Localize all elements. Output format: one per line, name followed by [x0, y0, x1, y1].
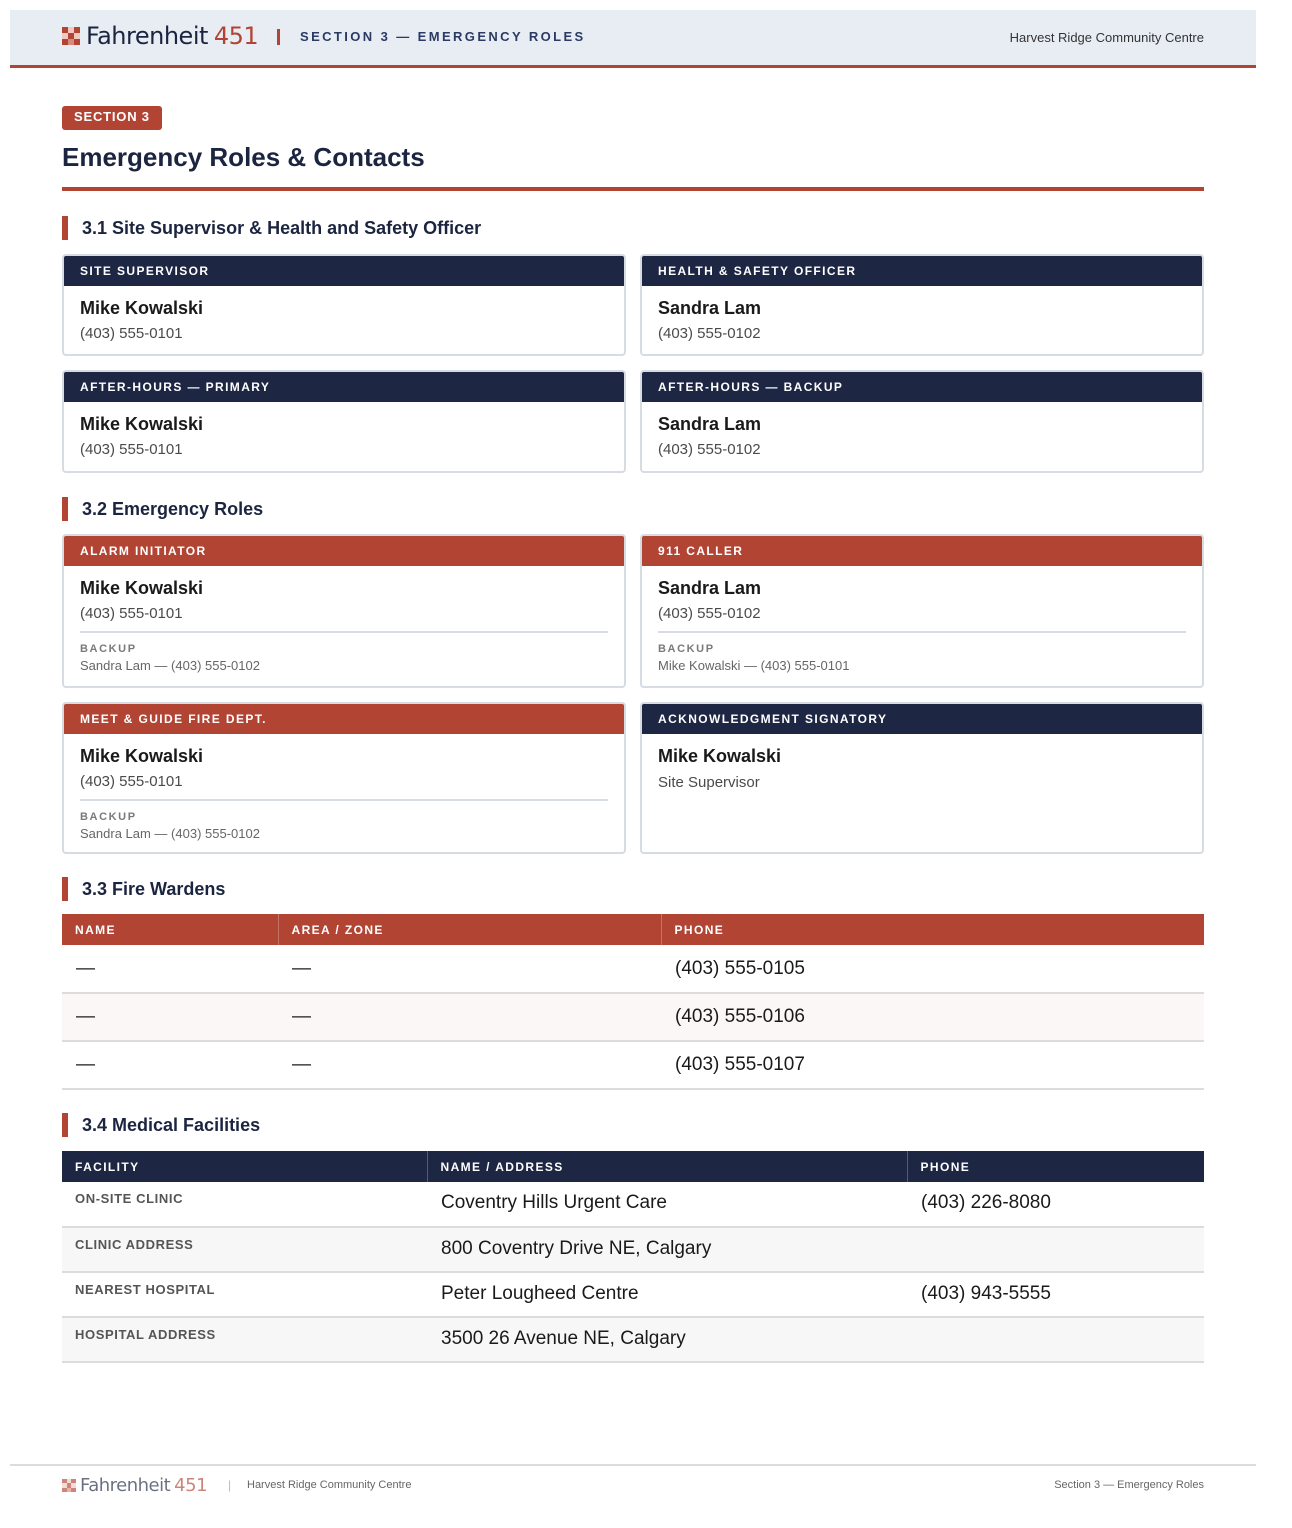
facility-phone: (403) 943-5555: [907, 1272, 1204, 1317]
brand-logo: [62, 22, 258, 50]
page-title: Emergency Roles & Contacts: [62, 142, 425, 172]
footer-brand-logo: [62, 1475, 207, 1496]
signatory-name: Mike Kowalski: [658, 746, 782, 766]
contact-name: Mike Kowalski: [80, 298, 204, 318]
column-header: NAME / ADDRESS: [427, 1151, 907, 1182]
facility-address: 800 Coventry Drive NE, Calgary: [427, 1227, 907, 1272]
warden-zone: —: [278, 945, 661, 993]
contact-phone: (403) 555-0102: [658, 325, 761, 342]
footer-brand-number: 451: [174, 1475, 208, 1496]
section-heading-text: 3.2 Emergency Roles: [82, 498, 264, 519]
contact-name: Mike Kowalski: [80, 414, 204, 434]
medical-facilities-table: [62, 1151, 1204, 1363]
table-row: [62, 945, 1204, 993]
role-phone: (403) 555-0102: [658, 605, 761, 622]
card-title: ALARM INITIATOR: [64, 536, 624, 566]
column-header: PHONE: [661, 914, 1204, 945]
backup-label: BACKUP: [80, 643, 137, 655]
facility-address: 3500 26 Avenue NE, Calgary: [427, 1317, 907, 1362]
column-header: FACILITY: [62, 1151, 427, 1182]
warden-name: —: [62, 1041, 278, 1089]
section-heading-text: 3.3 Fire Wardens: [82, 878, 226, 899]
header-divider: [277, 29, 280, 45]
backup-contact: Sandra Lam — (403) 555-0102: [80, 826, 260, 841]
role-card-alarm-initiator: [62, 534, 626, 688]
role-name: Sandra Lam: [658, 578, 762, 598]
role-card-acknowledgment-signatory: [640, 702, 1204, 854]
card-title: 911 CALLER: [642, 536, 1202, 566]
header-section-label: SECTION 3 — EMERGENCY ROLES: [300, 29, 586, 44]
card-title: MEET & GUIDE FIRE DEPT.: [64, 704, 624, 734]
warden-zone: —: [278, 993, 661, 1041]
contact-card-site-supervisor: [62, 254, 626, 356]
facility-label: CLINIC ADDRESS: [62, 1227, 427, 1272]
warden-zone: —: [278, 1041, 661, 1089]
contact-card-hso: [640, 254, 1204, 356]
footer-separator: |: [228, 1478, 232, 1492]
table-row: [62, 1317, 1204, 1362]
section-heading-text: 3.1 Site Supervisor & Health and Safety Officer: [82, 217, 482, 238]
section-heading-3-4: [62, 1113, 260, 1137]
brand-number: 451: [213, 22, 259, 50]
column-header: AREA / ZONE: [278, 914, 661, 945]
section-heading-3-2: [62, 497, 263, 521]
section-heading-3-1: [62, 216, 481, 240]
section-badge: SECTION 3: [62, 106, 162, 130]
role-name: Mike Kowalski: [80, 578, 204, 598]
warden-phone: (403) 555-0107: [661, 1041, 1204, 1089]
facility-label: HOSPITAL ADDRESS: [62, 1317, 427, 1362]
table-row: [62, 1227, 1204, 1272]
card-title: AFTER-HOURS — BACKUP: [642, 372, 1202, 402]
contact-name: Sandra Lam: [658, 298, 762, 318]
section-heading-text: 3.4 Medical Facilities: [82, 1114, 261, 1135]
table-row: [62, 993, 1204, 1041]
header-org: Harvest Ridge Community Centre: [1009, 30, 1204, 45]
column-header: NAME: [62, 914, 278, 945]
table-row: [62, 1041, 1204, 1089]
card-divider: [658, 631, 1186, 633]
footer-org: Harvest Ridge Community Centre: [247, 1479, 412, 1491]
warden-phone: (403) 555-0105: [661, 945, 1204, 993]
contact-phone: (403) 555-0101: [80, 441, 183, 458]
facility-name: Peter Lougheed Centre: [427, 1272, 907, 1317]
backup-contact: Sandra Lam — (403) 555-0102: [80, 658, 260, 673]
card-title: ACKNOWLEDGMENT SIGNATORY: [642, 704, 1202, 734]
contact-card-after-hours-backup: [640, 370, 1204, 473]
role-card-911-caller: [640, 534, 1204, 688]
footer-brand-name: Fahrenheit: [80, 1475, 171, 1496]
backup-label: BACKUP: [80, 811, 137, 823]
contact-phone: (403) 555-0101: [80, 325, 183, 342]
facility-name: Coventry Hills Urgent Care: [427, 1182, 907, 1227]
column-header: PHONE: [907, 1151, 1204, 1182]
facility-phone: [907, 1317, 1204, 1362]
role-name: Mike Kowalski: [80, 746, 204, 766]
fire-wardens-table: [62, 914, 1204, 1090]
table-header-row: [62, 914, 1204, 945]
facility-label: ON-SITE CLINIC: [62, 1182, 427, 1227]
table-row: [62, 1272, 1204, 1317]
role-phone: (403) 555-0101: [80, 605, 183, 622]
backup-contact: Mike Kowalski — (403) 555-0101: [658, 658, 850, 673]
backup-label: BACKUP: [658, 643, 715, 655]
flame-grid-icon: [62, 27, 80, 45]
table-header-row: [62, 1151, 1204, 1182]
contact-name: Sandra Lam: [658, 414, 762, 434]
card-title: AFTER-HOURS — PRIMARY: [64, 372, 624, 402]
footer-section: Section 3 — Emergency Roles: [1054, 1479, 1204, 1491]
facility-phone: [907, 1227, 1204, 1272]
card-title: HEALTH & SAFETY OFFICER: [642, 256, 1202, 286]
warden-name: —: [62, 993, 278, 1041]
warden-name: —: [62, 945, 278, 993]
facility-phone: (403) 226-8080: [907, 1182, 1204, 1227]
card-title: SITE SUPERVISOR: [64, 256, 624, 286]
title-rule: [62, 187, 1204, 191]
brand-name: Fahrenheit: [86, 22, 208, 50]
table-row: [62, 1182, 1204, 1227]
contact-phone: (403) 555-0102: [658, 441, 761, 458]
warden-phone: (403) 555-0106: [661, 993, 1204, 1041]
page-header: [10, 10, 1256, 68]
role-phone: (403) 555-0101: [80, 773, 183, 790]
card-divider: [80, 799, 608, 801]
footer-divider: [10, 1464, 1256, 1466]
signatory-role: Site Supervisor: [658, 774, 760, 791]
section-heading-3-3: [62, 877, 225, 901]
flame-grid-icon: [62, 1479, 76, 1493]
facility-label: NEAREST HOSPITAL: [62, 1272, 427, 1317]
role-card-meet-guide-fire-dept: [62, 702, 626, 854]
card-divider: [80, 631, 608, 633]
contact-card-after-hours-primary: [62, 370, 626, 473]
